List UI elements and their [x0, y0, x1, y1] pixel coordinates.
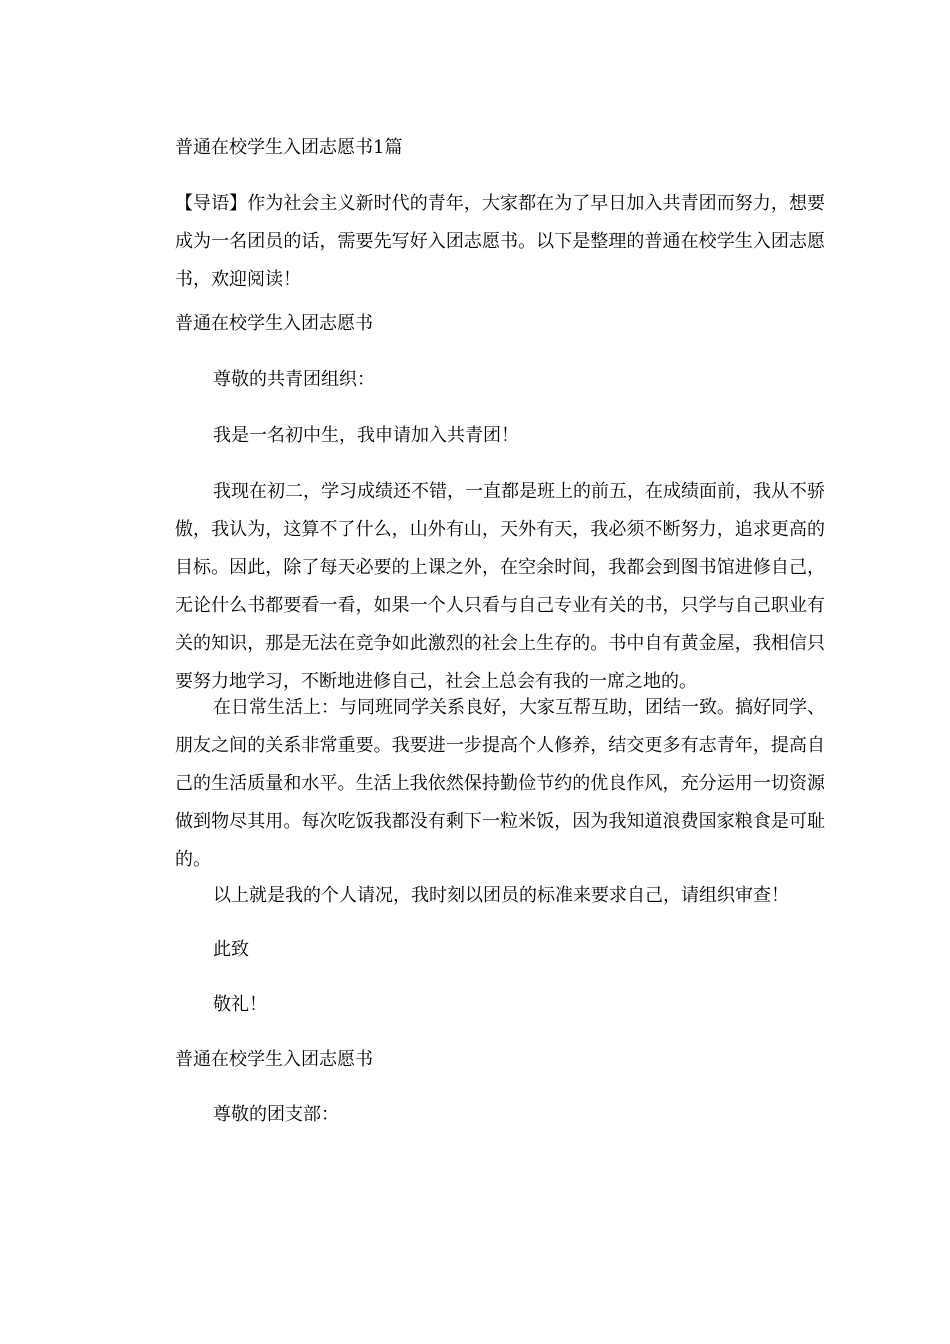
document-title: 普通在校学生入团志愿书1篇	[175, 137, 403, 158]
intro-paragraph: 【导语】作为社会主义新时代的青年，大家都在为了早日加入共青团而努力，想要成为一名团员的话，需要先写好入团志愿书。以下是整理的普通在校学生入团志愿书，欢迎阅读！	[175, 193, 825, 290]
body-paragraph-3: 在日常生活上：与同班同学关系良好，大家互帮互助，团结一致。搞好同学、朋友之间的关系非常重要。我要进一步提高个人修养，结交更多有志青年，提高自己的生活质量和水平。生活上我依然保持勤俭节约的优良作风，充分运用一切资源做到物尽其用。每次吃饭我都没有剩下一粒米饭，因为我知道浪费国家粮食是可耻的。	[175, 697, 825, 870]
salutation-2: 尊敬的团支部：	[213, 1104, 339, 1125]
body-paragraph-2: 我现在初二，学习成绩还不错，一直都是班上的前五，在成绩面前，我从不骄傲，我认为，这算不了什么，山外有山，天外有天，我必须不断努力，追求更高的目标。因此，除了每天必要的上课之外，在空余时间，我都会到图书馆进修自己，无论什么书都要看一看，如果一个人只看与自己专业有关的书，只学与自己职业有关的知识，那是无法在竞争如此激烈的社会上生存的。书中自有黄金屋，我相信只要努力地学习，不断地进修自己，社会上总会有我的一席之地的。	[175, 481, 825, 692]
body-paragraph-1: 我是一名初中生，我申请加入共青团！	[213, 425, 519, 446]
section-heading: 普通在校学生入团志愿书	[175, 313, 373, 334]
closing-line-1: 此致	[213, 939, 249, 960]
section-heading-2: 普通在校学生入团志愿书	[175, 1049, 373, 1070]
salutation: 尊敬的共青团组织：	[213, 369, 375, 390]
body-paragraph-4: 以上就是我的个人请况，我时刻以团员的标准来要求自己，请组织审查！	[213, 885, 789, 906]
closing-line-2: 敬礼！	[213, 994, 267, 1015]
